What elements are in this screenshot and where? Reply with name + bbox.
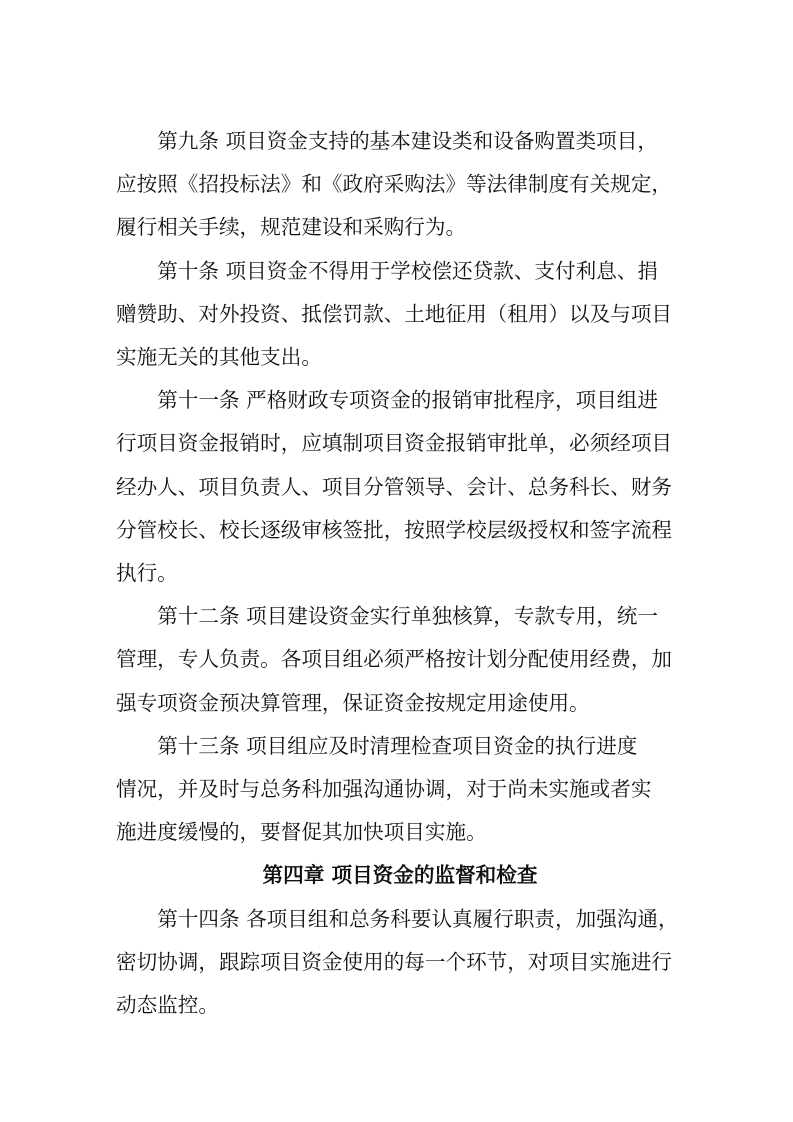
article-10 (116, 250, 684, 380)
text-line: 实施无关的其他支出。 (116, 345, 322, 370)
text-line: 第十二条 项目建设资金实行单独核算，专款专用，统一 (157, 604, 658, 629)
chapter-heading: 第四章 项目资金的监督和检查 (262, 863, 538, 888)
text-line: 履行相关手续，规范建设和采购行为。 (116, 215, 467, 240)
text-line: 应按照《招投标法》和《政府采购法》等法律制度有关规定， (116, 172, 673, 197)
paragraph (116, 120, 684, 250)
article-14 (116, 898, 684, 1028)
text-line: 第九条 项目资金支持的基本建设类和设备购置类项目， (157, 129, 658, 153)
article-13 (116, 725, 684, 855)
article-12 (116, 595, 684, 725)
text-line: 动态监控。 (116, 993, 219, 1018)
text-line: 第十一条 严格财政专项资金的报销审批程序，项目组进 (157, 388, 658, 413)
article-9 (116, 120, 684, 250)
text-line: 情况，并及时与总务科加强沟通协调，对于尚未实施或者实 (116, 777, 652, 802)
document-page (116, 120, 684, 1027)
text-line: 第十条 项目资金不得用于学校偿还贷款、支付利息、捐 (157, 258, 658, 283)
text-line: 分管校长、校长逐级审核签批，按照学校层级授权和签字流程 (116, 517, 673, 542)
text-line: 赠赞助、对外投资、抵偿罚款、土地征用（租用）以及与项目 (116, 301, 673, 326)
text-line: 第十四条 各项目组和总务科要认真履行职责，加强沟通， (157, 906, 679, 931)
paragraph (116, 898, 684, 1028)
text-line: 强专项资金预决算管理，保证资金按规定用途使用。 (116, 690, 590, 715)
article-11 (116, 379, 684, 595)
paragraph (116, 250, 684, 380)
text-line: 执行。 (116, 561, 178, 586)
paragraph (116, 379, 684, 595)
text-line: 行项目资金报销时，应填制项目资金报销审批单，必须经项目 (116, 431, 673, 456)
text-line: 管理，专人负责。各项目组必须严格按计划分配使用经费，加 (116, 647, 673, 672)
text-line: 经办人、项目负责人、项目分管领导、会计、总务科长、财务 (116, 474, 673, 499)
text-line: 施进度缓慢的，要督促其加快项目实施。 (116, 820, 487, 845)
text-line: 密切协调，跟踪项目资金使用的每一个环节，对项目实施进行 (116, 949, 673, 974)
paragraph (116, 595, 684, 725)
paragraph (116, 725, 684, 855)
text-line: 第十三条 项目组应及时清理检查项目资金的执行进度 (157, 733, 638, 758)
